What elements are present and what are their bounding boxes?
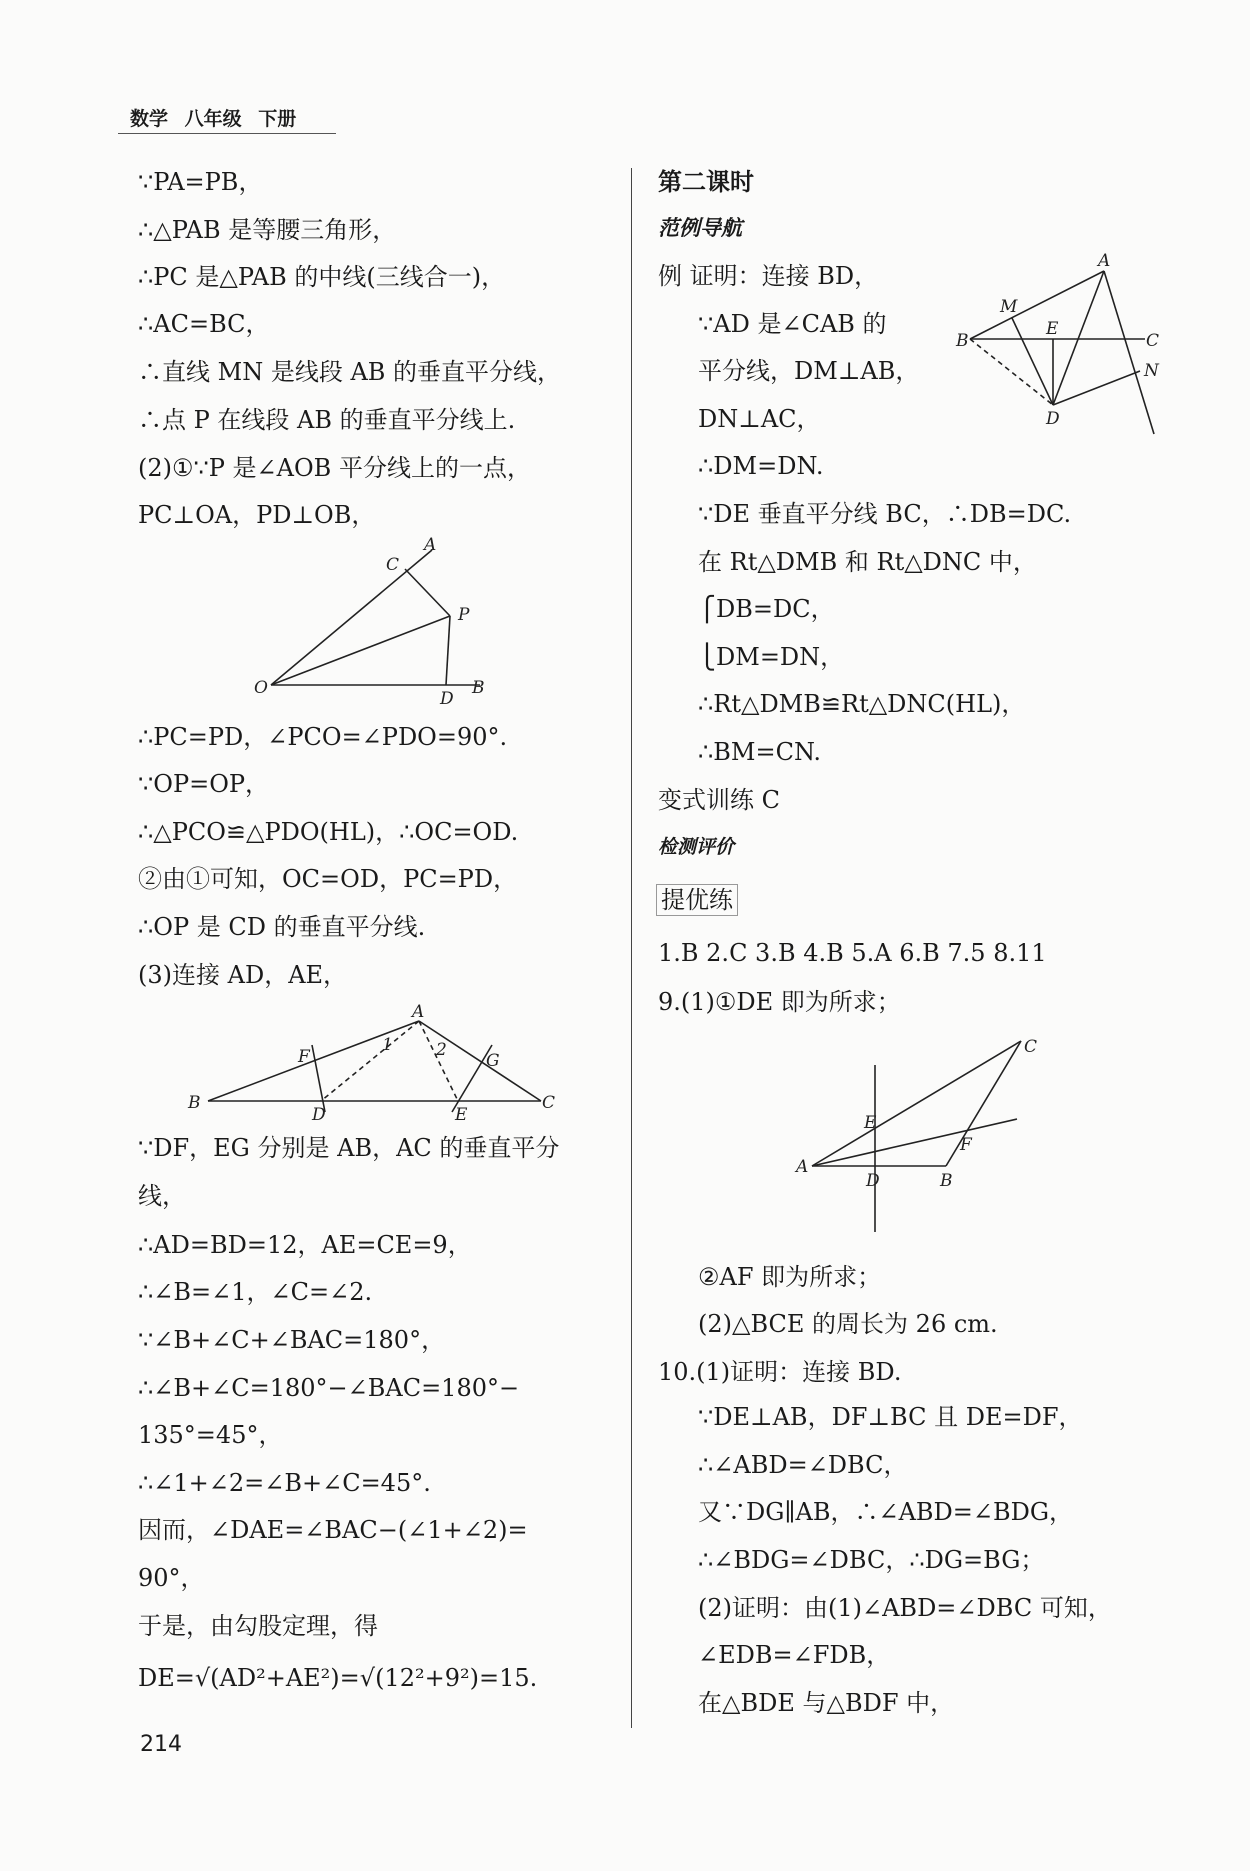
- subsection-title: 范例导航: [658, 215, 742, 240]
- text-line: ∴PC=PD，∠PCO=∠PDO=90°.: [138, 723, 508, 751]
- text-line: 因而，∠DAE=∠BAC−(∠1+∠2)=: [138, 1516, 528, 1544]
- text-line: ⎩DM=DN，: [698, 643, 845, 671]
- text-line: ∵DE⊥AB，DF⊥BC 且 DE=DF，: [698, 1403, 1083, 1431]
- label: B: [472, 678, 485, 698]
- label: C: [386, 555, 400, 575]
- text-line: ∴△PAB 是等腰三角形，: [138, 216, 397, 244]
- label: C: [542, 1093, 556, 1113]
- label: G: [486, 1051, 500, 1071]
- text-line: 90°，: [138, 1564, 205, 1592]
- text-line: 变式训练 C: [658, 786, 780, 814]
- label: N: [1144, 361, 1159, 381]
- figure-angle-bisector: [254, 535, 485, 709]
- label: E: [1046, 319, 1059, 339]
- label: P: [458, 605, 470, 625]
- text-line: PC⊥OA，PD⊥OB，: [138, 501, 376, 529]
- label: D: [1046, 409, 1060, 429]
- text-line: 135°=45°，: [138, 1421, 283, 1449]
- section-title: 第二课时: [658, 167, 754, 196]
- text-line: (3)连接 AD，AE，: [138, 961, 348, 989]
- text-line: DE=√(AD²+AE²)=√(12²+9²)=15.: [138, 1664, 538, 1692]
- text-line: ∴PC 是△PAB 的中线(三线合一)，: [138, 263, 506, 291]
- label: E: [455, 1105, 468, 1125]
- label: B: [188, 1093, 201, 1113]
- text-line: 于是，由勾股定理，得: [138, 1612, 378, 1640]
- text-line: 1.B 2.C 3.B 4.B 5.A 6.B 7.5 8.11: [658, 939, 1047, 967]
- label: A: [796, 1157, 809, 1177]
- text-line: ∴△PCO≌△PDO(HL)，∴OC=OD.: [138, 818, 519, 846]
- text-line: ∵∠B+∠C+∠BAC=180°，: [138, 1326, 446, 1354]
- label: 2: [436, 1040, 447, 1060]
- text-line: 9.(1)①DE 即为所求；: [658, 988, 901, 1016]
- text-line: 平分线，DM⊥AB，: [698, 357, 920, 385]
- figure-construction: [794, 1037, 1037, 1232]
- text-line: ∴直线 MN 是线段 AB 的垂直平分线，: [138, 358, 562, 386]
- text-line: ∴AC=BC，: [138, 310, 270, 338]
- label: C: [1146, 331, 1160, 351]
- label: D: [312, 1105, 326, 1125]
- text-line: (2)证明：由(1)∠ABD=∠DBC 可知，: [698, 1594, 1112, 1622]
- text-line: ∵AD 是∠CAB 的: [698, 310, 887, 338]
- text-line: 10.(1)证明：连接 BD.: [658, 1358, 902, 1386]
- practice-label: 提优练: [656, 884, 738, 916]
- label: F: [960, 1135, 972, 1155]
- text-line: 在△BDE 与△BDF 中，: [698, 1689, 955, 1717]
- text-line: ∴∠BDG=∠DBC，∴DG=BG；: [698, 1546, 1045, 1574]
- label: O: [254, 678, 268, 698]
- text-line: 又∵DG∥AB，∴∠ABD=∠BDG，: [698, 1498, 1074, 1526]
- text-line: ∵OP=OP，: [138, 770, 270, 798]
- text-line: DN⊥AC，: [698, 405, 821, 433]
- text-line: ∴点 P 在线段 AB 的垂直平分线上.: [138, 406, 516, 434]
- text-line: ∴DM=DN.: [698, 452, 824, 480]
- text-line: ⎧DB=DC，: [698, 595, 835, 623]
- text-line: ∴OP 是 CD 的垂直平分线.: [138, 913, 426, 941]
- label: A: [412, 1002, 425, 1022]
- text-line: ∴∠ABD=∠DBC，: [698, 1451, 908, 1479]
- label: M: [1000, 297, 1018, 317]
- text-line: ②AF 即为所求；: [698, 1263, 882, 1291]
- text-line: ∴∠B+∠C=180°−∠BAC=180°−: [138, 1374, 520, 1402]
- text-line: (2)△BCE 的周长为 26 cm.: [698, 1310, 998, 1338]
- subsection-title: 检测评价: [658, 836, 735, 858]
- label: 1: [382, 1035, 393, 1055]
- label: F: [298, 1047, 310, 1067]
- label: A: [1098, 251, 1111, 271]
- text-line: (2)①∵P 是∠AOB 平分线上的一点，: [138, 454, 531, 482]
- label: A: [424, 535, 437, 555]
- figure-triangle-bisectors: [187, 1002, 555, 1125]
- text-line: ∴∠1+∠2=∠B+∠C=45°.: [138, 1469, 431, 1497]
- label: B: [940, 1171, 953, 1191]
- page-number: 214: [140, 1732, 182, 1757]
- text-line: ②由①可知，OC=OD，PC=PD，: [138, 865, 518, 893]
- text-line: ∴∠B=∠1，∠C=∠2.: [138, 1278, 373, 1306]
- text-line: 线，: [138, 1182, 186, 1210]
- text-line: ∴Rt△DMB≌Rt△DNC(HL)，: [698, 690, 1026, 718]
- figure-example: [955, 251, 1160, 434]
- text-line: ∵PA=PB，: [138, 168, 263, 196]
- text-line: ∴AD=BD=12，AE=CE=9，: [138, 1231, 472, 1259]
- text-line: ∠EDB=∠FDB，: [698, 1641, 891, 1669]
- label: E: [864, 1113, 877, 1133]
- text-line: ∵DE 垂直平分线 BC，∴DB=DC.: [698, 500, 1072, 528]
- label: B: [956, 331, 969, 351]
- label: C: [1024, 1037, 1038, 1057]
- text-line: ∴BM=CN.: [698, 738, 822, 766]
- label: D: [440, 689, 454, 709]
- label: D: [866, 1171, 880, 1191]
- header-title: 数学 八年级 下册: [130, 108, 297, 130]
- text-line: ∵DF，EG 分别是 AB，AC 的垂直平分: [138, 1134, 560, 1162]
- text-line: 例 证明：连接 BD，: [658, 262, 879, 290]
- text-line: 在 Rt△DMB 和 Rt△DNC 中，: [698, 548, 1037, 576]
